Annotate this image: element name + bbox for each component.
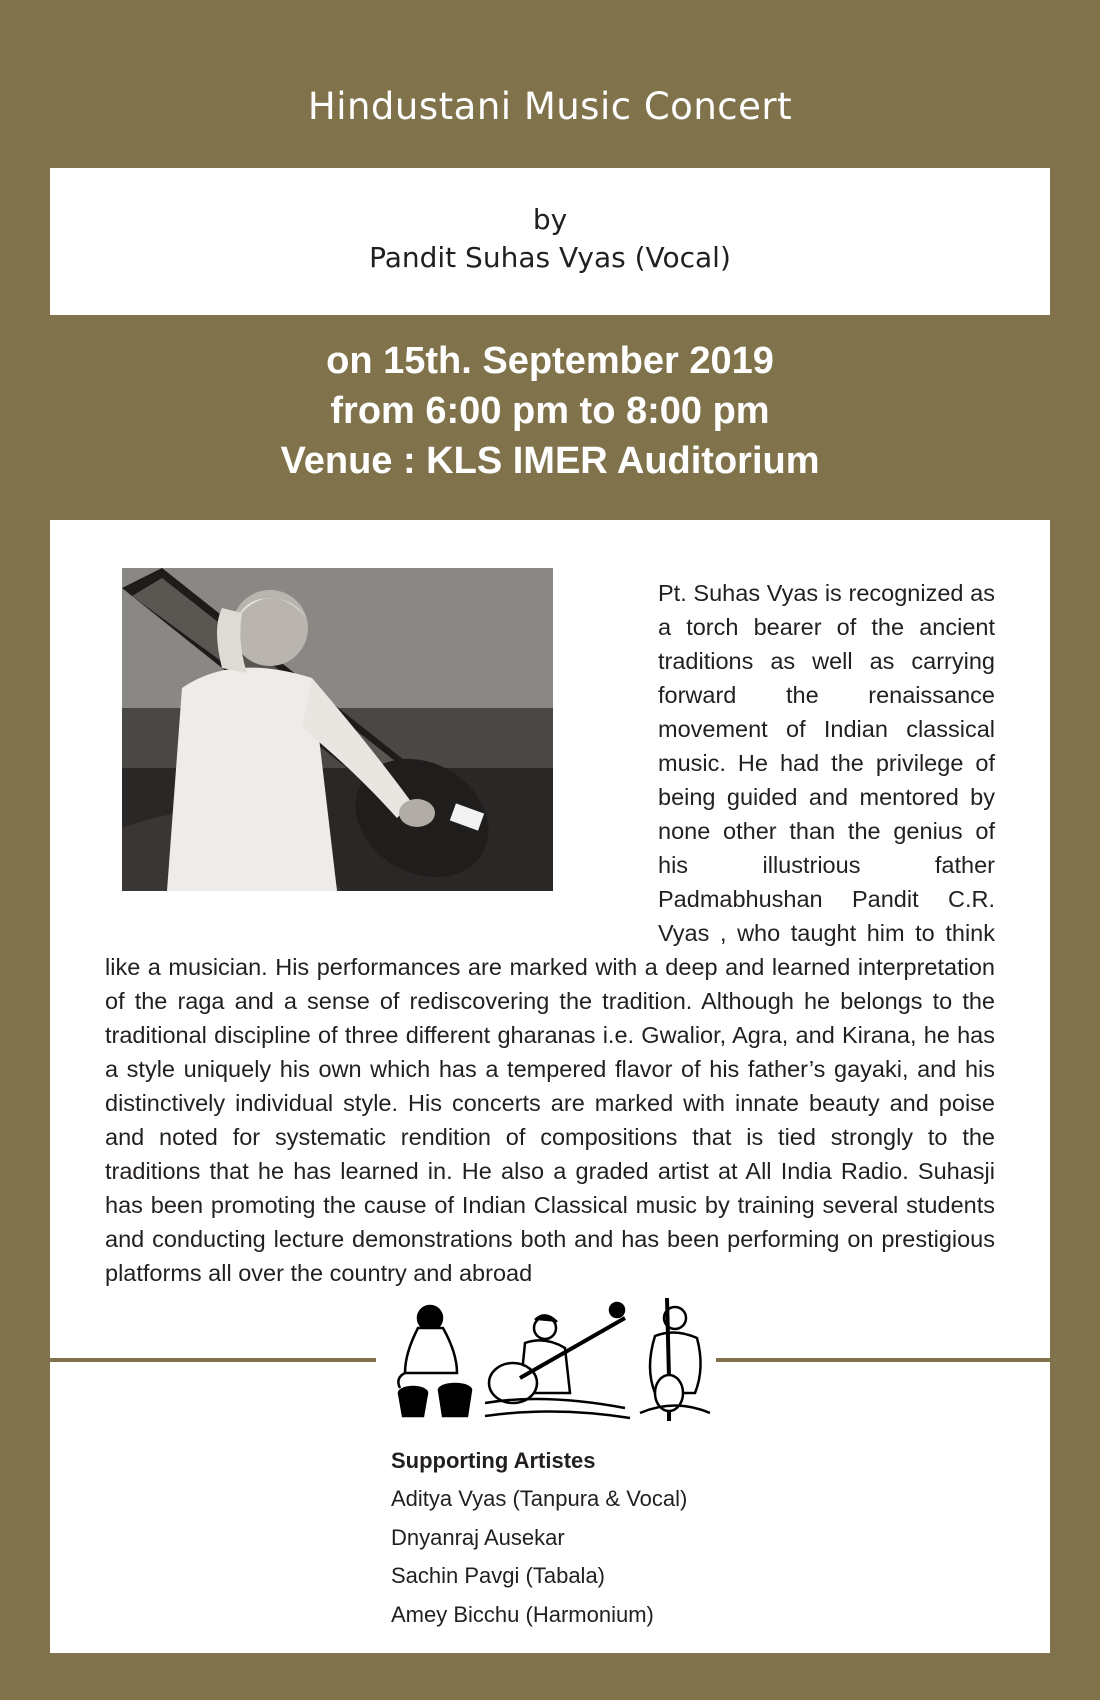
by-label: by (532, 203, 568, 236)
tanpura-player-icon (640, 1298, 710, 1421)
divider-right (716, 1358, 1050, 1362)
supporting-artist: Sachin Pavgi (Tabala) (391, 1563, 606, 1588)
event-venue: Venue : KLS IMER Auditorium (280, 440, 820, 482)
event-info (0, 336, 1100, 486)
supporting-heading: Supporting Artistes (391, 1448, 596, 1473)
concert-title: Hindustani Music Concert (307, 85, 793, 128)
bio-text (105, 576, 995, 1290)
event-time: from 6:00 pm to 8:00 pm (330, 390, 770, 432)
tabla-player-icon (398, 1306, 471, 1416)
bio-panel (50, 520, 1050, 1653)
supporting-artist: Aditya Vyas (Tanpura & Vocal) (391, 1486, 688, 1511)
musicians-illustration (385, 1298, 710, 1423)
supporting-artist: Dnyanraj Ausekar (391, 1524, 565, 1550)
event-date: on 15th. September 2019 (326, 340, 774, 382)
sitar-player-icon (485, 1303, 630, 1418)
performer-name: Pandit Suhas Vyas (Vocal) (369, 241, 731, 274)
supporting-artist: Amey Bicchu (Harmonium) (391, 1601, 654, 1627)
bio-body: Pt. Suhas Vyas is recognized as a torch bearer of the ancient traditions as well as carrying forward the renaissance movement of Indian classical music. He had the privilege of being guided and mentored by none other than the genius of his illustrious father Padmabhushan Pandit C.R. Vyas , who taught him to think like a musician. His performances are marked with a deep and learned interpretation of the raga and a sense of rediscovering the tradition. Although he belongs to the traditional discipline of three different gharanas i.e. Gwalior, Agra, and Kirana, he has a style uniquely his own which has a tempered flavor of his father’s gayaki, and his distinctively individual style. His concerts are marked with innate beauty and poise and noted for systematic rendition of compositions that is tied strongly to the traditions that he has learned in. He also a graded artist at All India Radio. Suhasji has been promoting the cause of Indian Classical music by training several students and conducting lecture demonstrations both and has been performing on prestigious platforms all over the country and abroad (105, 580, 995, 1286)
supporting-artistes (391, 1442, 687, 1634)
divider-left (50, 1358, 376, 1362)
performer-panel (50, 168, 1050, 315)
photo-spacer (105, 576, 658, 931)
